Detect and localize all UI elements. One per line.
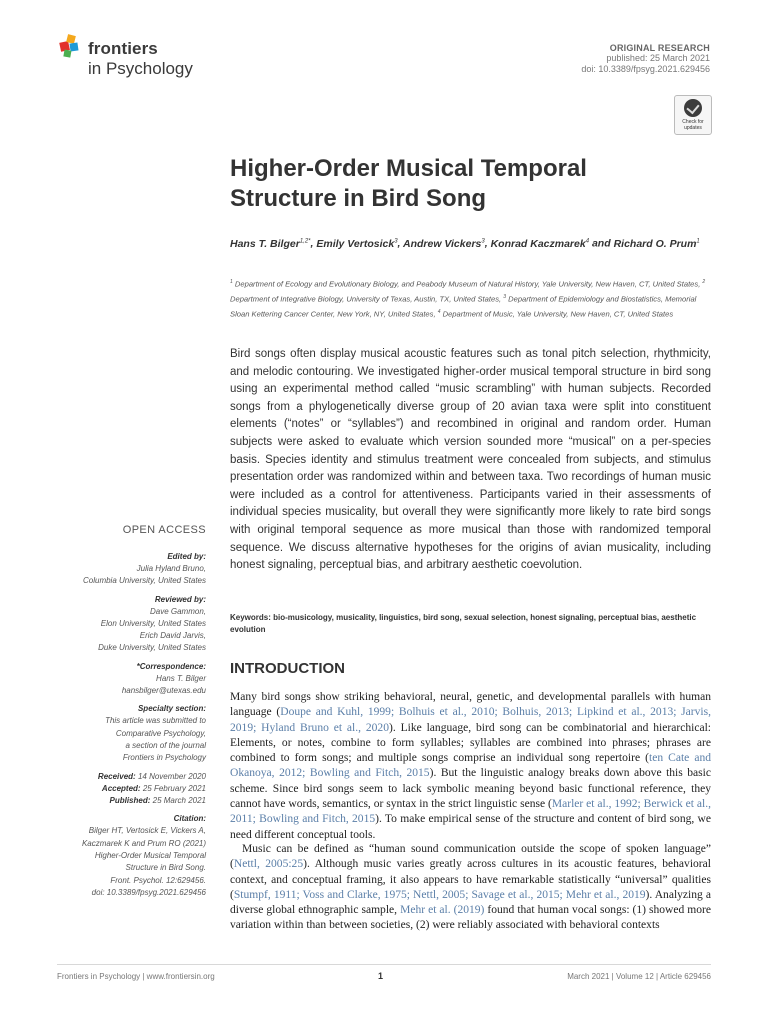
citation-link[interactable]: ten Cate and Okanoya, 2012; Bowling and Fitch, 2015	[230, 752, 711, 780]
footer-divider	[57, 964, 711, 965]
published-date-sidebar: Published: 25 March 2021	[109, 796, 206, 806]
citation-link[interactable]: Nettl, 2005:25	[233, 858, 304, 871]
paragraph-text: found that human vocal songs: (1) showed more variation within than between societies, (2) were reliably associated with behavioral contexts	[230, 904, 712, 932]
check-for-updates-badge[interactable]	[674, 95, 712, 135]
paragraph-text: ). Although music varies greatly across cultures in its acoustic features, behavioral context, and conceptual framing, it also appears to have remarkable statistically “universal” qualities (	[230, 858, 711, 901]
journal-subtitle: in Psychology	[88, 59, 193, 78]
sidebar-line: Elon University, United States	[100, 618, 206, 628]
author-name[interactable]: Konrad Kaczmarek$^4$	[490, 237, 590, 250]
citation-label: Citation:	[173, 814, 206, 824]
intro-paragraph-2	[230, 842, 711, 934]
sidebar-line: Structure in Bird Song.	[125, 863, 206, 873]
paragraph-text: Many bird songs show striking behavioral, neural, genetic, and developmental parallels with human language (	[230, 691, 711, 719]
sidebar-line: doi: 10.3389/fpsyg.2021.629456	[91, 887, 206, 897]
sidebar-line: Dave Gammon,	[149, 606, 206, 616]
page-number: 1	[378, 971, 384, 981]
specialty-section-label: Specialty section:	[137, 704, 206, 714]
citation-link[interactable]: Marler et al., 1992; Berwick et al., 2011; Bowling and Fitch, 2015	[230, 798, 711, 826]
affiliation: Department of Epidemiology and Biostatistics, Memorial Sloan Kettering Cancer Center, New York, NY, United States,	[230, 294, 697, 319]
article-doi[interactable]: doi: 10.3389/fpsyg.2021.629456	[581, 64, 710, 74]
sidebar-line: Julia Hyland Bruno,	[136, 564, 206, 573]
section-heading-introduction: INTRODUCTION	[230, 660, 345, 677]
abstract: Bird songs often display musical acoustic features such as tonal pitch selection, rhythmicity, and melodic contouring. We investigated higher-order musical temporal structure in bird song using an experimental method called “music scrambling” with human subjects. Recorded songs from a phylogenetically diverse group of 20 avian taxa were split into constituent elements (“notes” or “syllables”) and recombined in original and random order. Human subjects were asked to evaluate which version sounded more “musical” on a per-species basis. Species identity and stimulus treatment were concealed from subjects, and stimulus presentation order was randomized within and between taxa. Two recordings of human music were included as a control for attentiveness. Participants varied in their assessments of individual species musicality, but overall they were significantly more likely to rate bird songs with original temporal sequence as more musical than those with randomized temporal sequence. We discuss alternative hypotheses for the origins of avian musicality, including honest signaling, perceptual bias, and arbitrary aesthetic coevolution.	[230, 348, 711, 572]
affiliation: Department of Music, Yale University, New Haven, CT, United States	[440, 309, 674, 319]
sidebar-line: Kaczmarek K and Prum RO (2021)	[81, 838, 206, 848]
article-meta	[581, 43, 710, 75]
open-access-label: OPEN ACCESS	[122, 524, 206, 536]
paragraph-text: ). Analyzing a diverse global ethnographic sample,	[230, 888, 711, 917]
reviewed-by-label: Reviewed by:	[154, 594, 206, 604]
journal-name: frontiers	[88, 39, 158, 58]
check-updates-label: Check for updates	[682, 119, 704, 131]
author-name[interactable]: Andrew Vickers$^3$	[402, 237, 485, 250]
correspondence-info[interactable]	[56, 673, 206, 698]
published-date: published: 25 March 2021	[606, 53, 710, 63]
received-date: Received: 14 November 2020	[97, 771, 206, 781]
journal-logo[interactable]	[56, 33, 216, 81]
keywords: Keywords: bio-musicology, musicality, linguistics, bird song, sexual selection, honest signaling, perceptual bias, aesthetic evolution	[230, 613, 697, 635]
sidebar-line: Bilger HT, Vertosick E, Vickers A,	[88, 826, 206, 836]
paragraph-text: ). To make empirical sense of the structure and content of bird song, we need different conceptual tools.	[230, 813, 711, 841]
paragraph-text: ). Like language, bird song can be combinatorial and hierarchical: Elements, or notes, combine to form syllables; syllables are combined into phrases; phrases are combined to form songs; and multiple songs comprise an individual song repertoire (	[230, 721, 711, 765]
sidebar-line: Erich David Jarvis,	[139, 631, 206, 641]
check-updates-icon	[684, 99, 702, 117]
editor-info	[56, 563, 206, 588]
paragraph-text: ). But the linguistic analogy breaks down above this basic scheme. Since bird songs seem to lack symbolic meaning beyond basic functional reference, they cannot have words, semantics, or syntax in the strict linguistic sense (	[230, 767, 711, 811]
sidebar-line: Higher-Order Musical Temporal	[94, 851, 206, 861]
article-title: Higher-Order Musical Temporal Structure in Bird Song	[230, 155, 587, 212]
reviewer-info	[56, 606, 206, 655]
article-type: ORIGINAL RESEARCH	[609, 43, 710, 53]
author-name[interactable]: Hans T. Bilger$^{1,2*}$	[230, 237, 311, 250]
frontiers-logo-icon	[56, 33, 86, 63]
paragraph-text: Music can be defined as “human sound communication outside the scope of spoken language” (	[230, 843, 711, 871]
sidebar-line: Hans T. Bilger	[156, 673, 206, 683]
sidebar-line: This article was submitted to	[105, 716, 206, 726]
affiliation: Department of Ecology and Evolutionary Biology, and Peabody Museum of Natural History, Yale University, New Haven, CT, United States,	[232, 279, 703, 289]
author-name[interactable]: Emily Vertosick$^3$	[316, 237, 398, 250]
sidebar-line: Duke University, United States	[98, 643, 206, 653]
correspondence-label: *Correspondence:	[136, 661, 206, 671]
sidebar-line: a section of the journal	[125, 740, 206, 750]
article-sidebar	[56, 524, 206, 899]
sidebar-line: Columbia University, United States	[82, 576, 206, 586]
author-name[interactable]: Richard O. Prum$^1$	[613, 237, 700, 250]
citation-link[interactable]: Mehr et al. (2019)	[400, 904, 485, 917]
sidebar-line: Front. Psychol. 12:629456.	[110, 875, 206, 885]
affiliation: Department of Integrative Biology, University of Texas, Austin, TX, United States,	[230, 294, 504, 304]
author-list: Hans T. Bilger$^{1,2*}$, Emily Vertosick$^3$, Andrew Vickers$^3$, Konrad Kaczmarek$^4$ and Richard O. Prum$^1$	[230, 237, 700, 250]
citation-link[interactable]: Stumpf, 1911; Voss and Clarke, 1975; Nettl, 2005; Savage et al., 2015; Mehr et al., 2019	[233, 888, 646, 901]
footer-journal-link[interactable]: Frontiers in Psychology | www.frontiersin.org	[57, 972, 215, 981]
sidebar-line: Frontiers in Psychology	[122, 753, 206, 763]
intro-paragraph-1	[230, 690, 711, 843]
specialty-section-info	[56, 715, 206, 764]
footer-issue-info: March 2021 | Volume 12 | Article 629456	[567, 972, 711, 981]
affiliation-list: $^1$ Department of Ecology and Evolutionary Biology, and Peabody Museum of Natural History, Yale University, New Haven, CT, United States, $^2$ Department of Integrative Biology, University of Texas, Austin, TX, United States, $^3$ Department of Epidemiology and Biostatistics, Memorial Sloan Kettering Cancer Center, New York, NY, United States, $^4$ Department of Music, Yale University, New Haven, CT, United States	[230, 279, 706, 319]
citation-info	[56, 825, 206, 899]
sidebar-line: hansbilger@utexas.edu	[121, 686, 206, 696]
citation-link[interactable]: Doupe and Kuhl, 1999; Bolhuis et al., 2010; Bolhuis, 2013; Lipkind et al., 2013; Jarvis, 2019; Hyland Bruno et al., 2020	[230, 706, 711, 734]
sidebar-line: Comparative Psychology,	[115, 728, 206, 738]
accepted-date: Accepted: 25 February 2021	[101, 783, 206, 793]
edited-by-label: Edited by:	[167, 552, 206, 561]
